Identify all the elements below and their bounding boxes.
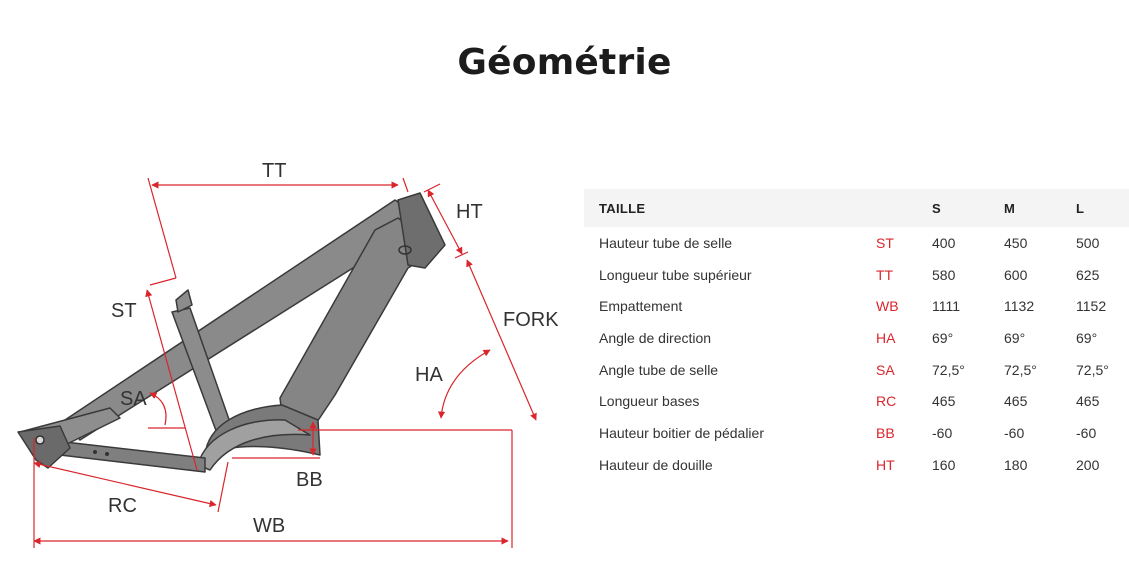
row-m: 450	[1004, 234, 1028, 251]
row-s: 69°	[932, 329, 954, 346]
geometry-table	[584, 189, 1129, 481]
row-l: 625	[1076, 266, 1100, 283]
rear-dropout	[18, 426, 70, 468]
row-m: 465	[1004, 393, 1028, 410]
row-name: Angle tube de selle	[599, 361, 719, 378]
row-name: Empattement	[599, 298, 683, 315]
row-l: 72,5°	[1076, 361, 1109, 378]
row-name: Hauteur de douille	[599, 456, 713, 473]
label-st: ST	[111, 300, 137, 322]
row-name: Hauteur boitier de pédalier	[599, 424, 764, 441]
row-name: Hauteur tube de selle	[599, 234, 733, 251]
row-abbr: BB	[876, 424, 895, 441]
row-abbr: HA	[876, 329, 896, 346]
row-m: 69°	[1004, 329, 1026, 346]
table-row	[584, 385, 1129, 417]
label-fork: FORK	[503, 309, 559, 331]
geometry-diagram	[0, 130, 580, 561]
label-bb: BB	[296, 469, 323, 491]
row-abbr: TT	[876, 266, 894, 283]
label-ht: HT	[456, 201, 483, 223]
label-rc: RC	[108, 495, 137, 517]
row-name: Longueur tube supérieur	[599, 266, 752, 283]
header-m: M	[1004, 200, 1016, 216]
table-header-row	[584, 189, 1129, 227]
row-s: 72,5°	[932, 361, 965, 378]
header-abbr	[876, 189, 932, 227]
row-s: 400	[932, 234, 956, 251]
table-row	[584, 322, 1129, 354]
row-name: Longueur bases	[599, 393, 700, 410]
bike-frame-diagram	[0, 130, 580, 561]
header-l: L	[1076, 200, 1085, 216]
row-l: -60	[1076, 424, 1097, 441]
row-l: 465	[1076, 393, 1100, 410]
table-row	[584, 354, 1129, 386]
page-title: Géométrie	[457, 42, 672, 84]
row-m: 1132	[1004, 298, 1035, 315]
row-abbr: SA	[876, 361, 895, 378]
header-s: S	[932, 200, 941, 216]
row-name: Angle de direction	[599, 329, 712, 346]
table-row	[584, 290, 1129, 322]
row-l: 200	[1076, 456, 1100, 473]
row-l: 69°	[1076, 329, 1098, 346]
label-ha: HA	[415, 364, 443, 386]
row-abbr: RC	[876, 393, 897, 410]
chain-stay	[60, 442, 205, 472]
label-tt: TT	[262, 160, 287, 182]
dimension-lines	[34, 178, 536, 548]
row-s: -60	[932, 424, 953, 441]
row-s: 580	[932, 266, 956, 283]
header-size: TAILLE	[599, 200, 646, 216]
row-l: 500	[1076, 234, 1100, 251]
row-m: 72,5°	[1004, 361, 1037, 378]
label-sa: SA	[120, 388, 147, 410]
row-m: -60	[1004, 424, 1025, 441]
row-abbr: HT	[876, 456, 895, 473]
row-s: 160	[932, 456, 956, 473]
row-s: 465	[932, 393, 956, 410]
row-m: 600	[1004, 266, 1028, 283]
row-l: 1152	[1076, 298, 1107, 315]
row-m: 180	[1004, 456, 1028, 473]
row-abbr: ST	[876, 234, 894, 251]
label-wb: WB	[253, 515, 286, 537]
table-row	[584, 259, 1129, 291]
row-abbr: WB	[876, 298, 899, 315]
table-row	[584, 449, 1129, 481]
table-row	[584, 227, 1129, 259]
table-row	[584, 417, 1129, 449]
row-s: 1111	[932, 298, 961, 315]
